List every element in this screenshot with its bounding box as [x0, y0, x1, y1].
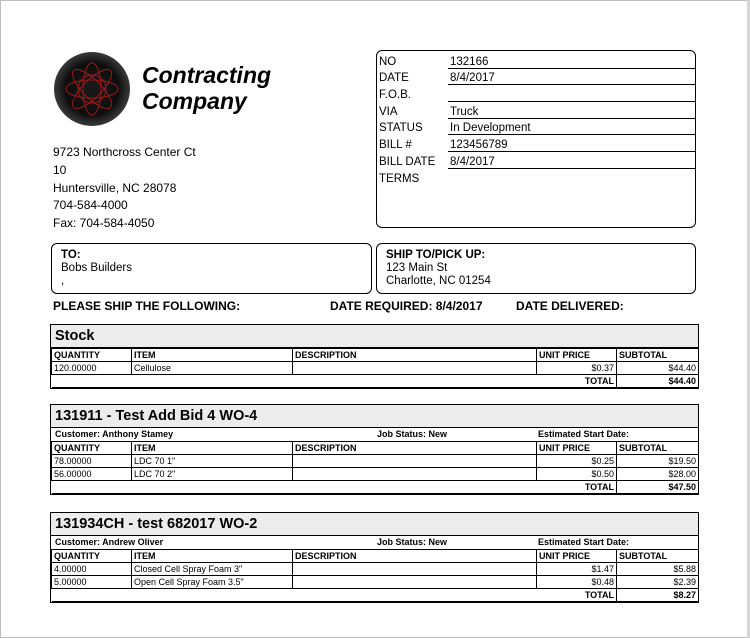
section-title: 131934CH - test 682017 WO-2 — [51, 513, 698, 536]
to-box — [51, 243, 372, 294]
table-row — [52, 563, 699, 576]
order-bill-value: 123456789 — [450, 139, 508, 151]
order-status-value: In Development — [450, 122, 531, 134]
cell-description — [293, 455, 537, 468]
to-line2: , — [61, 275, 65, 287]
cell-item: Closed Cell Spray Foam 3" — [132, 563, 293, 576]
cell-subtotal: $28.00 — [617, 468, 699, 481]
order-fob-label: F.O.B. — [379, 89, 411, 101]
total-spacer — [52, 481, 537, 494]
address-city: Huntersville, NC 28078 — [53, 180, 177, 195]
col-unit-price-header: UNIT PRICE — [537, 349, 617, 362]
ship-to-heading: SHIP TO/PICK UP: — [386, 249, 486, 261]
section-title: Stock — [51, 325, 698, 348]
order-via-label: VIA — [379, 106, 398, 118]
work-order-section — [50, 404, 699, 495]
col-item-header: ITEM — [132, 442, 293, 455]
section-meta — [51, 428, 698, 441]
col-description-header: DESCRIPTION — [293, 349, 537, 362]
section-title: 131911 - Test Add Bid 4 WO-4 — [51, 405, 698, 428]
address-fax: Fax: 704-584-4050 — [53, 216, 155, 231]
divider — [448, 101, 695, 102]
cell-subtotal: $5.88 — [617, 563, 699, 576]
table-header-row — [52, 550, 699, 563]
col-subtotal-header: SUBTOTAL — [617, 349, 699, 362]
cell-subtotal: $44.40 — [617, 362, 699, 375]
cell-quantity: 5.00000 — [52, 576, 132, 589]
address-suite: 10 — [53, 162, 67, 177]
ship-to-line2: Charlotte, NC 01254 — [386, 275, 491, 287]
company-address — [53, 144, 196, 233]
line-items-table — [51, 441, 699, 494]
company-name-line1: Contracting — [142, 62, 272, 88]
divider — [448, 84, 695, 85]
order-info-box — [376, 50, 696, 228]
divider — [448, 151, 695, 152]
col-item-header: ITEM — [132, 349, 293, 362]
col-description-header: DESCRIPTION — [293, 442, 537, 455]
order-terms-label: TERMS — [379, 173, 420, 185]
divider — [448, 68, 695, 69]
total-label: TOTAL — [537, 481, 617, 494]
total-spacer — [52, 375, 537, 388]
cell-description — [293, 576, 537, 589]
order-date-value: 8/4/2017 — [450, 72, 495, 84]
date-delivered-label: DATE DELIVERED: — [516, 299, 624, 313]
work-order-section — [50, 512, 699, 603]
cell-quantity: 56.00000 — [52, 468, 132, 481]
to-heading: TO: — [61, 249, 81, 261]
table-header-row — [52, 442, 699, 455]
table-header-row — [52, 349, 699, 362]
cell-item: LDC 70 2" — [132, 468, 293, 481]
address-street: 9723 Northcross Center Ct — [53, 145, 196, 159]
table-row — [52, 455, 699, 468]
date-required-label: DATE REQUIRED: 8/4/2017 — [330, 299, 483, 313]
cell-unit-price: $0.25 — [537, 455, 617, 468]
customer-name: Customer: Anthony Stamey — [55, 429, 174, 439]
job-status: Job Status: New — [377, 537, 448, 547]
total-value: $44.40 — [617, 375, 699, 388]
company-name — [142, 62, 271, 114]
col-unit-price-header: UNIT PRICE — [537, 550, 617, 563]
cell-description — [293, 468, 537, 481]
cell-item: Cellulose — [132, 362, 293, 375]
total-spacer — [52, 589, 537, 602]
total-row — [52, 375, 699, 388]
job-status: Job Status: New — [377, 429, 448, 439]
estimated-start-date: Estimated Start Date: — [538, 537, 630, 547]
col-quantity-header: QUANTITY — [52, 349, 132, 362]
divider — [448, 134, 695, 135]
order-no-value: 132166 — [450, 56, 489, 68]
col-subtotal-header: SUBTOTAL — [617, 442, 699, 455]
please-ship-label: PLEASE SHIP THE FOLLOWING: — [53, 299, 241, 313]
order-bill-label: BILL # — [379, 139, 412, 151]
divider — [448, 118, 695, 119]
col-quantity-header: QUANTITY — [52, 442, 132, 455]
company-name-line2: Company — [142, 88, 247, 114]
total-row — [52, 481, 699, 494]
ship-to-line1: 123 Main St — [386, 262, 448, 274]
order-no-label: NO — [379, 56, 397, 68]
total-value: $47.50 — [617, 481, 699, 494]
table-row — [52, 468, 699, 481]
col-unit-price-header: UNIT PRICE — [537, 442, 617, 455]
ship-to-box — [376, 243, 696, 294]
estimated-start-date: Estimated Start Date: — [538, 429, 630, 439]
order-bill-date-value: 8/4/2017 — [450, 156, 495, 168]
total-label: TOTAL — [537, 589, 617, 602]
total-row — [52, 589, 699, 602]
divider — [448, 168, 695, 169]
cell-subtotal: $19.50 — [617, 455, 699, 468]
col-description-header: DESCRIPTION — [293, 550, 537, 563]
total-value: $8.27 — [617, 589, 699, 602]
cell-unit-price: $0.48 — [537, 576, 617, 589]
cell-description — [293, 362, 537, 375]
cell-quantity: 120.00000 — [52, 362, 132, 375]
line-items-table — [51, 348, 699, 388]
line-items-section — [50, 324, 699, 389]
order-status-label: STATUS — [379, 122, 423, 134]
col-item-header: ITEM — [132, 550, 293, 563]
line-items-table — [51, 549, 699, 602]
cell-item: LDC 70 1" — [132, 455, 293, 468]
company-logo-icon — [53, 51, 131, 127]
order-via-value: Truck — [450, 106, 479, 118]
cell-unit-price: $0.50 — [537, 468, 617, 481]
total-label: TOTAL — [537, 375, 617, 388]
cell-subtotal: $2.39 — [617, 576, 699, 589]
cell-quantity: 4.00000 — [52, 563, 132, 576]
cell-item: Open Cell Spray Foam 3.5" — [132, 576, 293, 589]
customer-name: Customer: Andrew Oliver — [55, 537, 164, 547]
col-quantity-header: QUANTITY — [52, 550, 132, 563]
cell-quantity: 78.00000 — [52, 455, 132, 468]
col-subtotal-header: SUBTOTAL — [617, 550, 699, 563]
table-row — [52, 576, 699, 589]
cell-unit-price: $0.37 — [537, 362, 617, 375]
cell-description — [293, 563, 537, 576]
to-line1: Bobs Builders — [61, 262, 132, 274]
section-meta — [51, 536, 698, 549]
table-row — [52, 362, 699, 375]
order-bill-date-label: BILL DATE — [379, 156, 436, 168]
order-date-label: DATE — [379, 72, 409, 84]
cell-unit-price: $1.47 — [537, 563, 617, 576]
address-phone: 704-584-4000 — [53, 198, 128, 213]
